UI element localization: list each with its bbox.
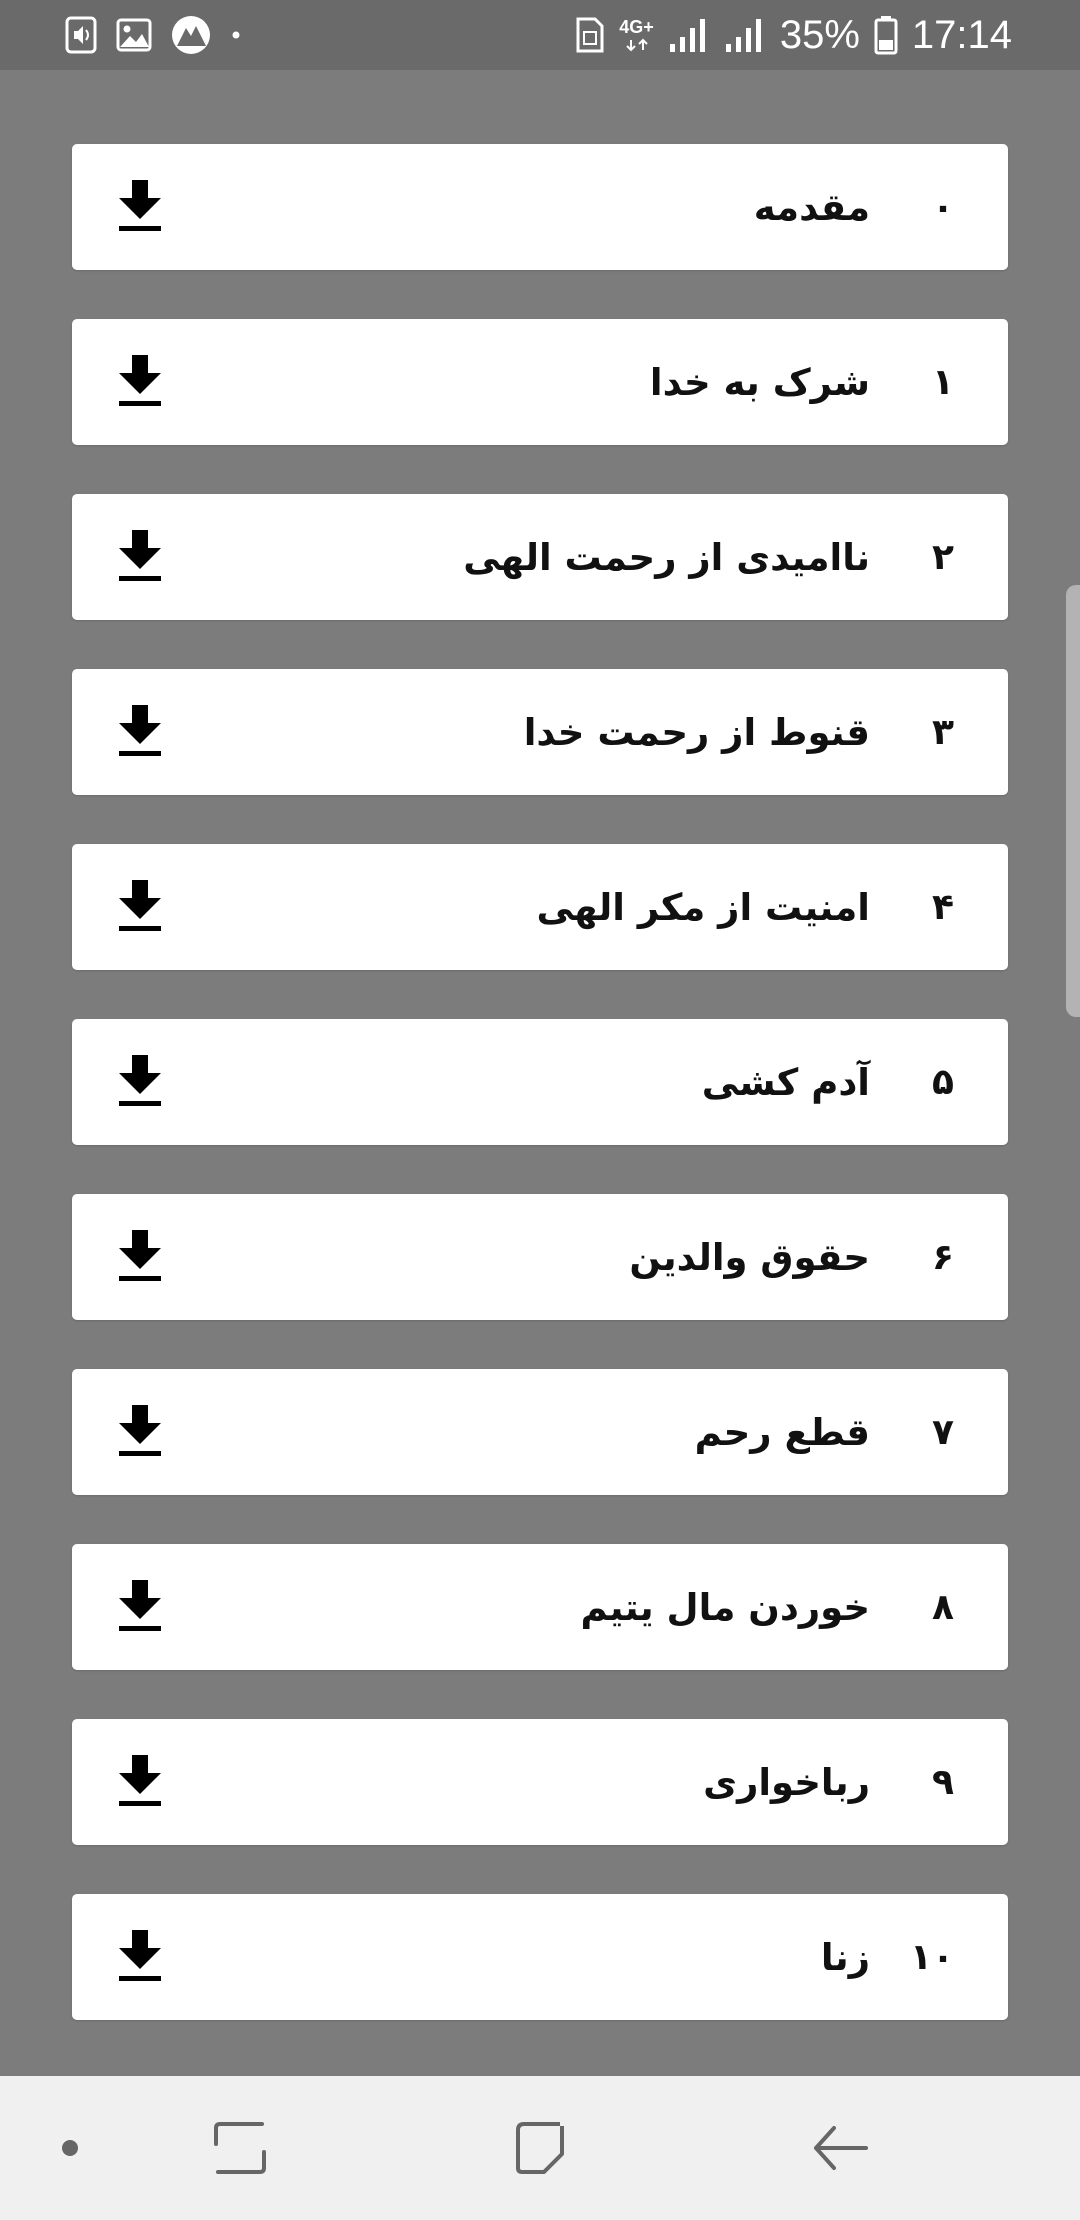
download-icon[interactable] [112,1574,168,1638]
download-icon[interactable] [112,699,168,763]
item-title: شرک به خدا [649,360,870,404]
gallery-icon [116,18,152,52]
item-number: ۱۰ [910,1936,954,1978]
download-icon[interactable] [112,1399,168,1463]
item-number: ۹ [932,1761,954,1803]
item-list [72,144,1008,2069]
item-number: ۳ [932,711,954,753]
download-icon[interactable] [112,874,168,938]
dot-icon [230,29,242,41]
list-item[interactable] [72,1194,1008,1320]
item-number: ۸ [932,1586,954,1628]
status-left-icons [64,14,242,56]
download-icon[interactable] [112,1924,168,1988]
signal-icon [724,16,766,54]
item-title: مقدمه [753,185,870,229]
download-icon[interactable] [112,349,168,413]
list-item[interactable] [72,844,1008,970]
list-item[interactable] [72,669,1008,795]
app-icon [170,14,212,56]
voicemail-icon [64,16,98,54]
dot-icon[interactable] [40,2112,100,2184]
download-icon[interactable] [112,524,168,588]
item-number: ۶ [932,1236,954,1278]
status-bar [0,0,1080,70]
network-indicator [619,18,654,52]
status-right-icons [575,10,1012,60]
item-title: حقوق والدین [629,1235,870,1279]
navigation-bar [0,2076,1080,2220]
item-title: امنیت از مکر الهی [536,885,870,929]
item-number: ۴ [932,886,954,928]
list-item[interactable] [72,1719,1008,1845]
item-title: قنوط از رحمت خدا [523,710,870,754]
home-icon[interactable] [500,2112,580,2184]
battery-icon [874,15,898,55]
list-item[interactable] [72,1369,1008,1495]
item-title: خوردن مال یتیم [580,1585,870,1629]
list-item[interactable] [72,1894,1008,2020]
sim-icon [575,16,605,54]
item-title: ناامیدی از رحمت الهی [463,535,870,579]
item-number: ۷ [932,1411,954,1453]
back-icon[interactable] [800,2112,880,2184]
battery-percent: 35% [779,13,860,57]
item-number: ۱ [932,361,954,403]
clock: 17:14 [911,13,1012,57]
list-item[interactable] [72,144,1008,270]
item-number: ۰ [932,186,954,228]
recent-apps-icon[interactable] [200,2112,280,2184]
item-title: آدم کشی [701,1060,870,1104]
list-item[interactable] [72,1019,1008,1145]
item-title: رباخواری [703,1760,870,1804]
download-icon[interactable] [112,1224,168,1288]
item-title: زنا [820,1935,870,1979]
download-icon[interactable] [112,1749,168,1813]
list-item[interactable] [72,494,1008,620]
signal-icon [668,16,710,54]
item-number: ۲ [932,536,954,578]
list-item[interactable] [72,1544,1008,1670]
network-label: 4G+ [619,17,654,37]
download-icon[interactable] [112,174,168,238]
download-icon[interactable] [112,1049,168,1113]
item-title: قطع رحم [694,1410,870,1454]
list-item[interactable] [72,319,1008,445]
item-number: ۵ [932,1061,954,1103]
scrollbar-thumb[interactable] [1066,585,1080,1017]
